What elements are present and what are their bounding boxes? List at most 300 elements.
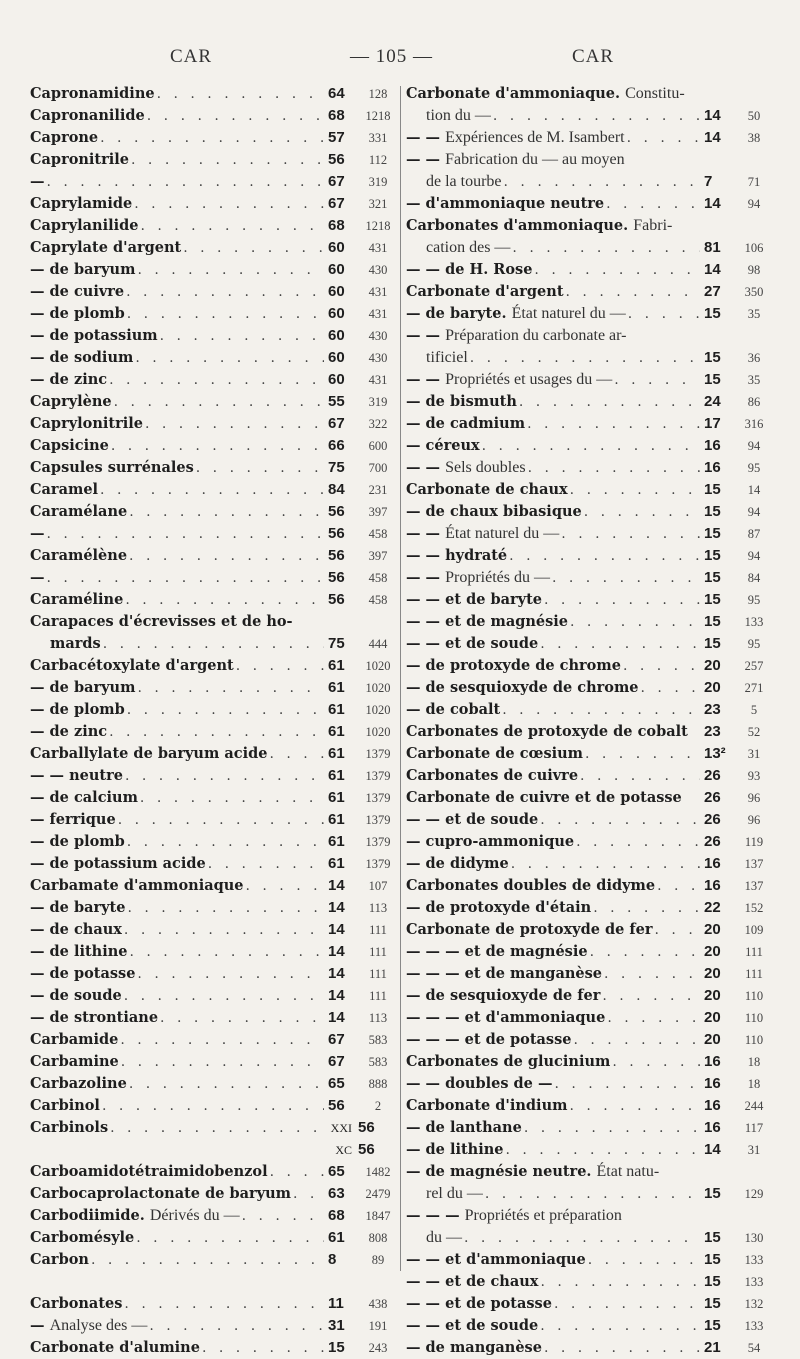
entry-page: 52 [747, 725, 761, 739]
leader-dots [506, 1139, 701, 1161]
leader-dots [657, 875, 700, 897]
entry-term: Carbonate de protoxyde de fer [406, 921, 653, 938]
entry-page: 95 [747, 461, 761, 475]
entry-term: — — neutre [30, 767, 123, 784]
leader-dots [590, 941, 700, 963]
entry-page: 231 [368, 483, 388, 497]
index-entry [406, 1227, 774, 1249]
leader-dots [585, 743, 700, 765]
entry-term: — de cobalt [406, 701, 501, 718]
leader-dots [157, 83, 324, 105]
entry-term: — de zinc [30, 371, 108, 388]
entry-page: 191 [368, 1319, 388, 1333]
column-divider [400, 86, 401, 1271]
header-left: CAR [170, 46, 213, 67]
entry-page: 319 [368, 175, 388, 189]
entry-volume: 56 [328, 569, 345, 586]
entry-volume: 81 [704, 239, 721, 256]
entry-volume: 60 [328, 327, 345, 344]
entry-page: 1020 [365, 659, 391, 673]
entry-page: 128 [368, 87, 388, 101]
index-entry [30, 611, 398, 633]
index-entry [30, 1095, 398, 1117]
index-entry [30, 919, 398, 941]
entry-page: 444 [368, 637, 388, 651]
entry-term: — — hydraté [406, 547, 508, 564]
entry-volume: 15 [704, 481, 721, 498]
leader-dots [47, 171, 325, 193]
leader-dots [160, 325, 324, 347]
entry-page: 1379 [365, 769, 391, 783]
leader-dots [137, 677, 324, 699]
entry-volume: 55 [328, 393, 345, 410]
entry-page: 111 [369, 923, 387, 937]
entry-term: Carbocaprolactonate de baryum [30, 1185, 291, 1202]
index-entry [30, 721, 398, 743]
index-entry [406, 281, 774, 303]
entry-term: — — État naturel du — [406, 525, 560, 542]
entry-term: — de cuivre [30, 283, 125, 300]
entry-volume: 61 [328, 855, 345, 872]
entry-term: — — doubles de — [406, 1075, 553, 1092]
entry-page: 700 [368, 461, 388, 475]
entry-volume: 15 [704, 569, 721, 586]
entry-term: Capsules surrénales [30, 459, 194, 476]
entry-volume: 20 [704, 965, 721, 982]
entry-page: 18 [747, 1055, 761, 1069]
index-entry [406, 413, 774, 435]
entry-volume: 8 [328, 1251, 337, 1268]
index-entry [406, 655, 774, 677]
leader-dots [614, 369, 700, 391]
index-entry [30, 501, 398, 523]
entry-term: — ferrique [30, 811, 116, 828]
entry-volume: 56 [328, 591, 345, 608]
leader-dots [111, 435, 324, 457]
entry-volume: 14 [328, 965, 345, 982]
index-entry [406, 633, 774, 655]
entry-volume: 15 [704, 1251, 721, 1268]
entry-term: Caprylanilide [30, 217, 139, 234]
leader-dots [246, 875, 325, 897]
leader-dots [573, 1029, 700, 1051]
entry-term: — — et de chaux [406, 1273, 539, 1290]
entry-term: — — et de baryte [406, 591, 543, 608]
index-entry [406, 1293, 774, 1315]
entry-term: Caramélène [30, 547, 128, 564]
index-entry [30, 1139, 398, 1161]
entry-volume: 26 [704, 833, 721, 850]
entry-page: 87 [747, 527, 761, 541]
entry-page: 36 [747, 351, 761, 365]
entry-volume: XXI [330, 1121, 352, 1135]
index-entry [406, 215, 774, 237]
index-column-left [30, 83, 398, 1359]
entry-page: 117 [744, 1121, 764, 1135]
entry-volume: 61 [328, 701, 345, 718]
entry-term: — [30, 525, 45, 542]
entry-term: rel du — [426, 1185, 483, 1202]
entry-page: 321 [368, 197, 388, 211]
index-entry [406, 347, 774, 369]
index-entry [30, 1007, 398, 1029]
entry-page: 94 [747, 439, 761, 453]
entry-term: Capronanilide [30, 107, 145, 124]
entry-volume: 15 [704, 591, 721, 608]
entry-volume: 15 [704, 525, 721, 542]
leader-dots [121, 1051, 324, 1073]
entry-page: 56 [358, 1119, 375, 1136]
entry-page: 1020 [365, 725, 391, 739]
index-entry [406, 149, 774, 171]
leader-dots [47, 523, 325, 545]
entry-term: Carbonate d'indium [406, 1097, 568, 1114]
leader-dots [561, 523, 700, 545]
index-entry [30, 259, 398, 281]
leader-dots [293, 1183, 324, 1205]
index-entry [30, 1249, 398, 1271]
entry-term: — de lithine [406, 1141, 504, 1158]
entry-term: — — et de potasse [406, 1295, 552, 1312]
leader-dots [208, 853, 324, 875]
index-entry [30, 545, 398, 567]
entry-volume: 60 [328, 239, 345, 256]
leader-dots [655, 919, 700, 941]
index-entry [30, 875, 398, 897]
index-entry [406, 523, 774, 545]
leader-dots [109, 369, 324, 391]
leader-dots [103, 633, 324, 655]
index-entry [30, 369, 398, 391]
index-entry [30, 589, 398, 611]
entry-term: de la tourbe [426, 173, 502, 190]
entry-volume: 23 [704, 701, 721, 718]
entry-term: — — — et de magnésie [406, 943, 588, 960]
entry-term: Caprylamide [30, 195, 133, 212]
index-entry [406, 787, 774, 809]
entry-term: — de protoxyde d'étain [406, 899, 592, 916]
leader-dots [134, 193, 324, 215]
entry-volume: 15 [704, 349, 721, 366]
index-entry [30, 677, 398, 699]
index-entry [406, 501, 774, 523]
entry-volume: 61 [328, 679, 345, 696]
leader-dots [580, 765, 700, 787]
entry-page: 1847 [365, 1209, 391, 1223]
entry-page: 458 [368, 527, 388, 541]
entry-volume: 27 [704, 283, 721, 300]
index-entry [30, 127, 398, 149]
leader-dots [485, 1183, 700, 1205]
entry-volume: 20 [704, 943, 721, 960]
entry-term: — d'ammoniaque neutre [406, 195, 605, 212]
entry-volume: 17 [704, 415, 721, 432]
index-entry [30, 435, 398, 457]
entry-term: tificiel [426, 349, 468, 366]
index-entry [406, 809, 774, 831]
entry-volume: 20 [704, 987, 721, 1004]
leader-dots [540, 633, 700, 655]
entry-volume: 26 [704, 767, 721, 784]
entry-volume: 20 [704, 1031, 721, 1048]
entry-volume: 23 [704, 723, 721, 740]
leader-dots [124, 919, 324, 941]
index-entry [406, 1249, 774, 1271]
entry-term: Carbonate de cuivre et de potasse [406, 789, 682, 806]
entry-volume: 67 [328, 1053, 345, 1070]
entry-page: 133 [744, 1253, 764, 1267]
index-entry [406, 435, 774, 457]
page-number: — 105 — [350, 46, 433, 67]
index-column-right [406, 83, 774, 1359]
leader-dots [125, 589, 324, 611]
leader-dots [124, 985, 324, 1007]
entry-term: — de calcium [30, 789, 138, 806]
leader-dots [137, 259, 324, 281]
index-entry [406, 1271, 774, 1293]
entry-term: Caramel [30, 481, 99, 498]
entry-term: — [30, 569, 45, 586]
index-entry [30, 963, 398, 985]
leader-dots [127, 831, 324, 853]
entry-volume: 15 [704, 305, 721, 322]
leader-dots [569, 1095, 700, 1117]
entry-page: 397 [368, 549, 388, 563]
entry-volume: 67 [328, 173, 345, 190]
entry-page: 350 [744, 285, 764, 299]
entry-volume: 20 [704, 679, 721, 696]
entry-term: Carbonate d'alumine [30, 1339, 200, 1356]
index-entry [30, 457, 398, 479]
entry-page: 1020 [365, 703, 391, 717]
entry-term: Caramélane [30, 503, 128, 520]
leader-dots [127, 699, 324, 721]
entry-volume: 14 [704, 195, 721, 212]
entry-page: 583 [368, 1055, 388, 1069]
entry-page: 93 [747, 769, 761, 783]
entry-term: Carboamidotétraimidobenzol [30, 1163, 268, 1180]
entry-page: 438 [368, 1297, 388, 1311]
index-entry [406, 105, 774, 127]
entry-page: 1379 [365, 835, 391, 849]
entry-volume: 16 [704, 855, 721, 872]
entry-volume: 21 [704, 1339, 721, 1356]
entry-volume: 14 [328, 1009, 345, 1026]
leader-dots [110, 1117, 322, 1139]
entry-term: — de protoxyde de chrome [406, 657, 621, 674]
entry-volume: 60 [328, 349, 345, 366]
leader-dots [540, 1315, 700, 1337]
entry-term: — de plomb [30, 833, 125, 850]
entry-term: Carbomésyle [30, 1229, 135, 1246]
entry-page: 110 [744, 1033, 764, 1047]
leader-dots [136, 1227, 324, 1249]
entry-page: 89 [371, 1253, 385, 1267]
entry-term: — — Expériences de M. Isambert [406, 129, 625, 146]
entry-term: Carbodiimide. Dérivés du — [30, 1207, 240, 1224]
leader-dots [554, 1293, 700, 1315]
entry-term: Caprylène [30, 393, 112, 410]
entry-term: mards [50, 635, 101, 652]
entry-volume: 61 [328, 745, 345, 762]
entry-page: 430 [368, 351, 388, 365]
entry-page: 600 [368, 439, 388, 453]
entry-term: — céreux [406, 437, 480, 454]
entry-page: 50 [747, 109, 761, 123]
entry-volume: 14 [328, 899, 345, 916]
entry-term: — de cadmium [406, 415, 526, 432]
entry-term: Carbonates [30, 1295, 123, 1312]
leader-dots [114, 391, 324, 413]
entry-volume: 56 [328, 1097, 345, 1114]
leader-dots [552, 567, 700, 589]
index-entry [30, 633, 398, 655]
entry-volume: 26 [704, 811, 721, 828]
leader-dots [612, 1051, 700, 1073]
leader-dots [576, 831, 700, 853]
entry-page: 112 [368, 153, 388, 167]
leader-dots [129, 545, 324, 567]
leader-dots [540, 1271, 700, 1293]
index-entry [406, 1029, 774, 1051]
entry-page: 5 [750, 703, 758, 717]
entry-page: 111 [745, 945, 763, 959]
index-entry [406, 985, 774, 1007]
leader-dots [602, 985, 700, 1007]
leader-dots [118, 809, 324, 831]
entry-term: — — Préparation du carbonate ar- [406, 327, 627, 344]
entry-volume: 61 [328, 811, 345, 828]
leader-dots [519, 391, 700, 413]
index-entry [30, 985, 398, 1007]
leader-dots [482, 435, 700, 457]
leader-dots [236, 655, 324, 677]
entry-term: Carbazoline [30, 1075, 127, 1092]
entry-page: 94 [747, 549, 761, 563]
index-entry [406, 1007, 774, 1029]
leader-dots [202, 1337, 324, 1359]
entry-page: 130 [744, 1231, 764, 1245]
index-entry [406, 1117, 774, 1139]
index-entry [30, 1293, 398, 1315]
index-entry [406, 721, 774, 743]
entry-term: — [30, 173, 45, 190]
index-entry [30, 1205, 398, 1227]
index-entry [406, 919, 774, 941]
leader-dots [102, 1095, 324, 1117]
index-entry [30, 237, 398, 259]
index-entry [406, 699, 774, 721]
entry-page: 137 [744, 879, 764, 893]
leader-dots [540, 809, 700, 831]
index-entry [30, 787, 398, 809]
index-entry [406, 127, 774, 149]
entry-page: 1379 [365, 791, 391, 805]
entry-term: Carbonates doubles de didyme [406, 877, 656, 894]
entry-page: 316 [744, 417, 764, 431]
entry-term: du — [426, 1229, 462, 1246]
entry-volume: 20 [704, 657, 721, 674]
entry-term: Carbonates de protoxyde de cobalt [406, 723, 688, 740]
entry-term: Carbamine [30, 1053, 119, 1070]
entry-volume: 68 [328, 1207, 345, 1224]
leader-dots [129, 501, 324, 523]
index-entry [406, 303, 774, 325]
index-entry [30, 193, 398, 215]
entry-term: — de plomb [30, 305, 125, 322]
leader-dots [137, 963, 324, 985]
entry-term: — de sesquioxyde de fer [406, 987, 601, 1004]
index-entry [406, 1095, 774, 1117]
entry-term: — de potassium acide [30, 855, 206, 872]
entry-page: 113 [368, 1011, 388, 1025]
index-entry [406, 1051, 774, 1073]
index-entry [406, 831, 774, 853]
index-entry [30, 1315, 398, 1337]
entry-page: 110 [744, 989, 764, 1003]
entry-term: — de lithine [30, 943, 128, 960]
page-header [0, 40, 800, 80]
entry-page: 2 [374, 1099, 382, 1113]
leader-dots [125, 765, 324, 787]
index-entry [30, 765, 398, 787]
entry-volume: 31 [328, 1317, 345, 1334]
leader-dots [554, 1073, 700, 1095]
entry-page: 94 [747, 505, 761, 519]
entry-term: — — et de magnésie [406, 613, 569, 630]
index-entry [406, 941, 774, 963]
entry-page: 54 [747, 1341, 761, 1355]
index-entry [30, 171, 398, 193]
index-entry [406, 875, 774, 897]
entry-volume: 67 [328, 195, 345, 212]
entry-volume: 60 [328, 371, 345, 388]
entry-volume: 65 [328, 1075, 345, 1092]
entry-term: — — Propriétés du — [406, 569, 550, 586]
entry-volume: 14 [704, 129, 721, 146]
entry-term: — de baryum [30, 679, 136, 696]
entry-page: 133 [744, 615, 764, 629]
entry-term: — de bismuth [406, 393, 517, 410]
leader-dots [140, 215, 324, 237]
entry-page: 38 [747, 131, 761, 145]
leader-dots [534, 259, 700, 281]
entry-term: — de baryum [30, 261, 136, 278]
index-entry [406, 677, 774, 699]
entry-volume: 61 [328, 657, 345, 674]
entry-term: Carapaces d'écrevisses et de ho- [30, 613, 293, 630]
leader-dots [623, 655, 700, 677]
index-entry [406, 1315, 774, 1337]
index-entry [30, 83, 398, 105]
leader-dots [129, 1073, 324, 1095]
index-entry [30, 567, 398, 589]
entry-page: 31 [747, 1143, 761, 1157]
leader-dots [131, 149, 324, 171]
entry-term: — de strontiane [30, 1009, 159, 1026]
entry-page: 431 [368, 241, 388, 255]
entry-term: — — de H. Rose [406, 261, 533, 278]
entry-volume: 15 [704, 1273, 721, 1290]
entry-term: Caprylonitrile [30, 415, 143, 432]
leader-dots [145, 413, 324, 435]
index-entry [30, 149, 398, 171]
entry-volume: 15 [704, 1229, 721, 1246]
entry-term: — — — Propriétés et préparation [406, 1207, 622, 1224]
index-entry [30, 743, 398, 765]
leader-dots [130, 941, 325, 963]
index-entry [30, 655, 398, 677]
